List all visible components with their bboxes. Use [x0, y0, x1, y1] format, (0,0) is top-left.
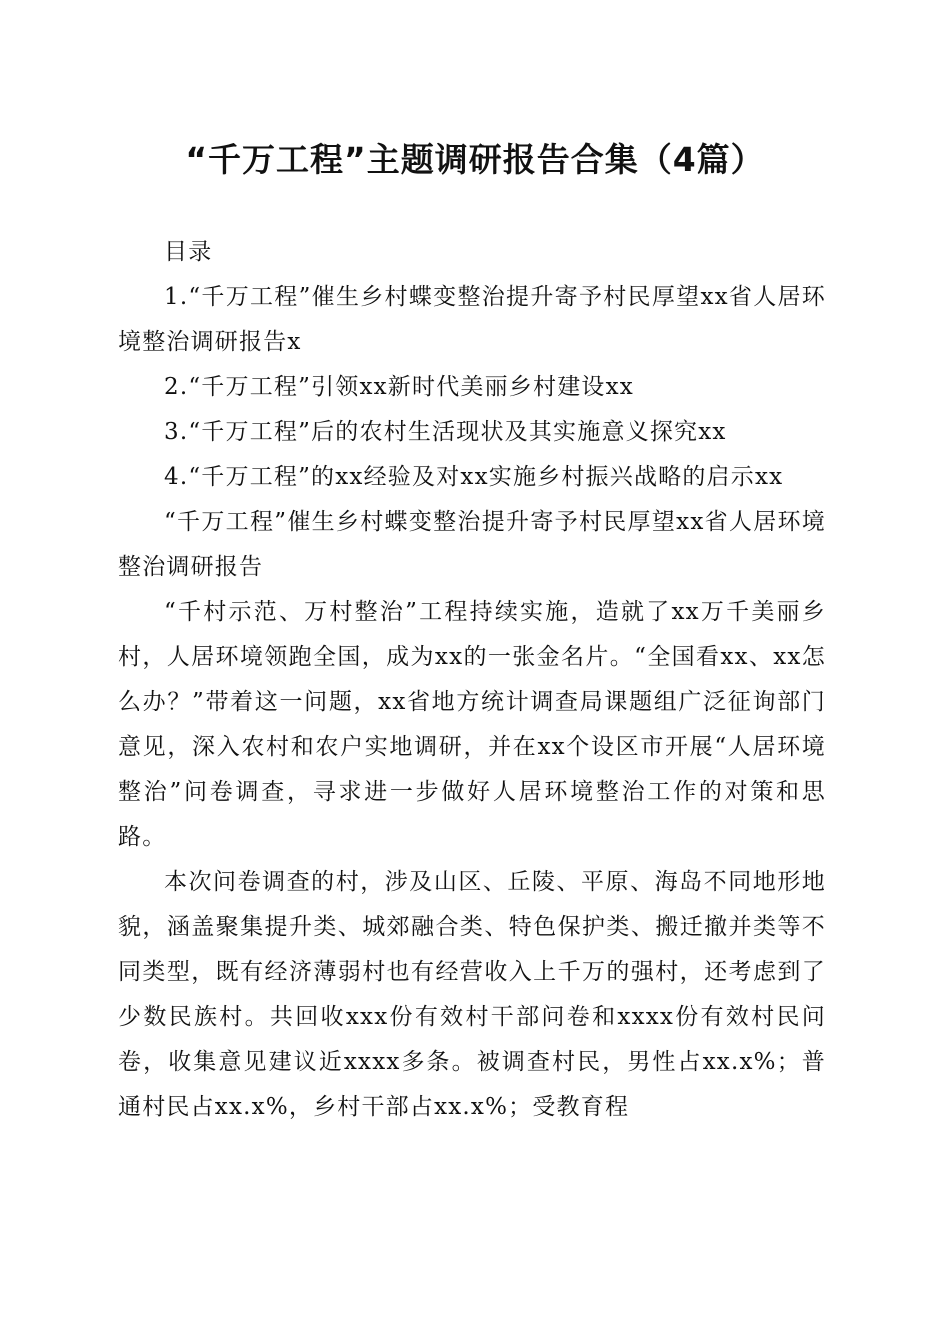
section-title: “千万工程”催生乡村蝶变整治提升寄予村民厚望xx省人居环境整治调研报告	[118, 509, 826, 580]
toc-item-3: 3.“千万工程”后的农村生活现状及其实施意义探究xx	[164, 419, 727, 445]
document-body	[118, 230, 826, 1130]
toc-heading: 目录	[164, 239, 213, 265]
toc-item-1: 1.“千万工程”催生乡村蝶变整治提升寄予村民厚望xx省人居环境整治调研报告x	[118, 284, 826, 355]
paragraph-2: 本次问卷调查的村，涉及山区、丘陵、平原、海岛不同地形地貌，涵盖聚集提升类、城郊融合类、特色保护类、搬迁撤并类等不同类型，既有经济薄弱村也有经营收入上千万的强村，还考虑到了少数民族村。共回收xxx份有效村干部问卷和xxxx份有效村民问卷，收集意见建议近xxxx多条。被调查村民，男性占xx.x%；普通村民占xx.x%，乡村干部占xx.x%；受教育程	[118, 869, 826, 1120]
toc-item-2: 2.“千万工程”引领xx新时代美丽乡村建设xx	[164, 374, 634, 400]
toc-item-4: 4.“千万工程”的xx经验及对xx实施乡村振兴战略的启示xx	[164, 464, 784, 490]
paragraph-1: “千村示范、万村整治”工程持续实施，造就了xx万千美丽乡村，人居环境领跑全国，成为xx的一张金名片。“全国看xx、xx怎么办？”带着这一问题，xx省地方统计调查局课题组广泛征询部门意见，深入农村和农户实地调研，并在xx个设区市开展“人居环境整治”问卷调查，寻求进一步做好人居环境整治工作的对策和思路。	[118, 599, 826, 850]
document-title: “千万工程”主题调研报告合集（4篇）	[185, 140, 765, 179]
